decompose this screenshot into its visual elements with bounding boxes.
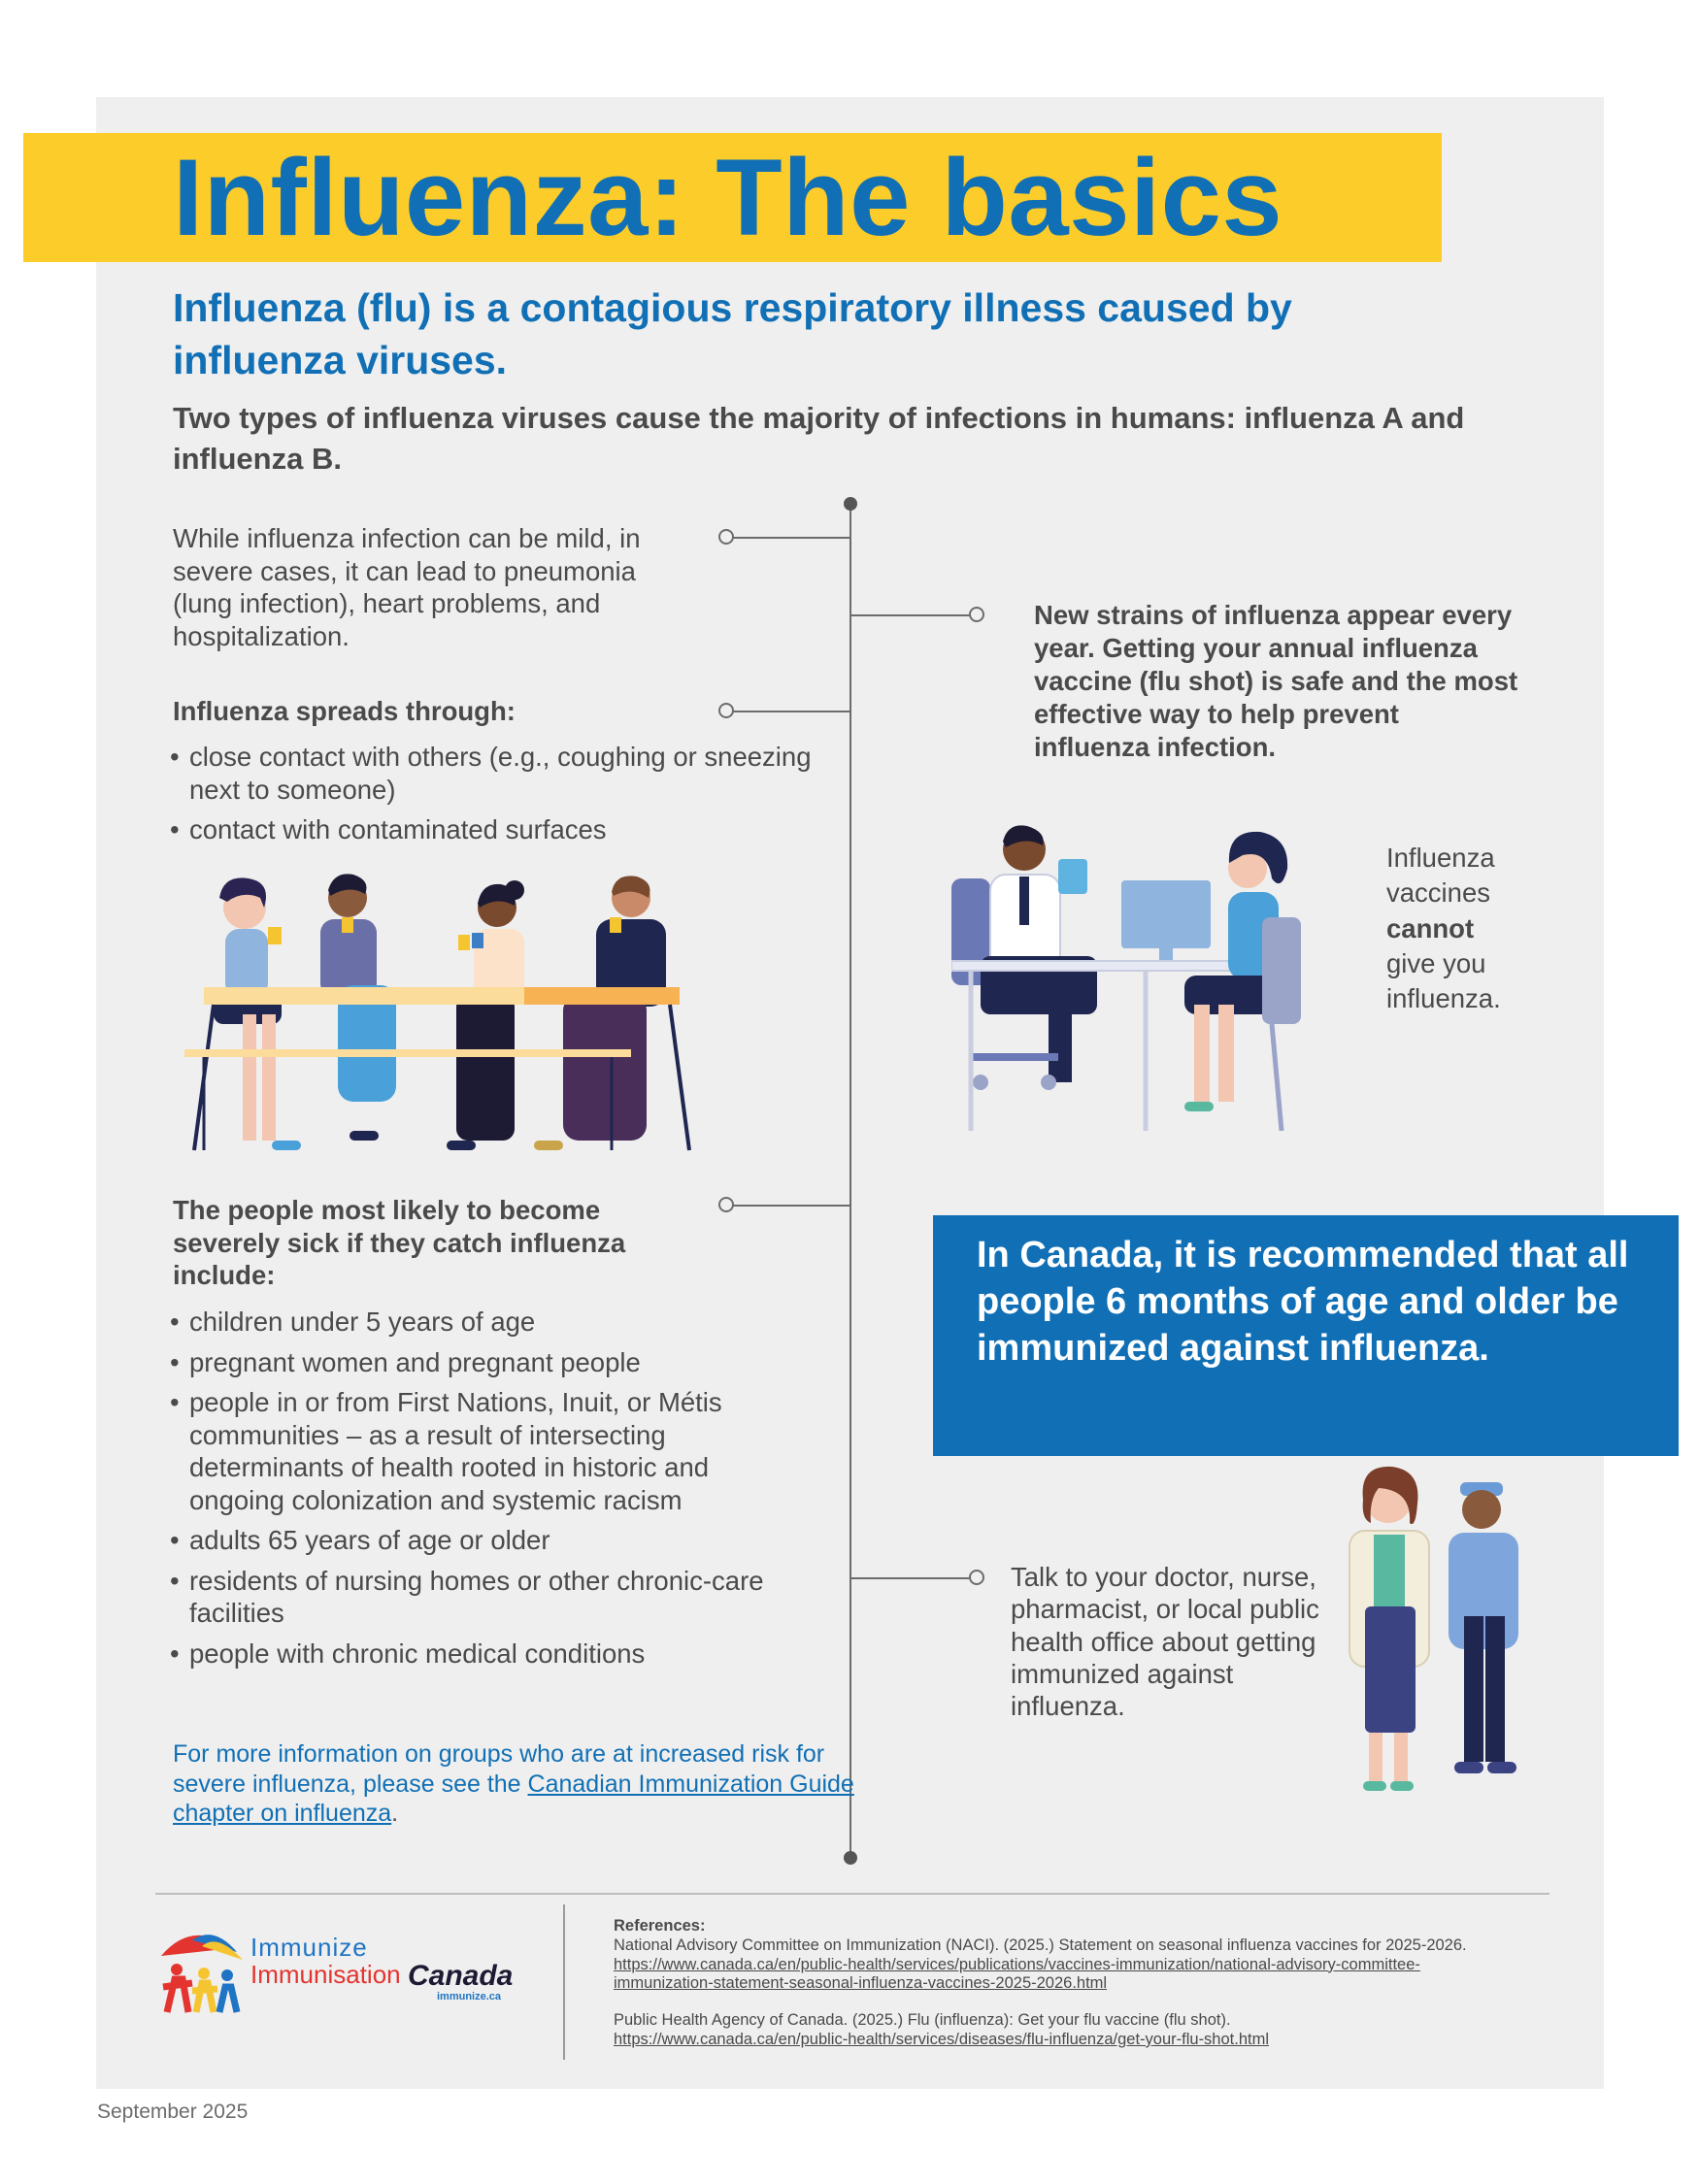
more-info-text <box>173 1739 872 1829</box>
timeline-line <box>850 504 851 1858</box>
vaccine-note-line: give you <box>1386 947 1486 978</box>
more-info-intro: For more information on groups who are at increased risk for severe influenza, please see the <box>173 1740 825 1798</box>
spread-heading: Influenza spreads through: <box>173 696 516 726</box>
connector-talk <box>850 1577 971 1579</box>
list-item: • close contact with others (e.g., coughing or sneezing next to someone) <box>170 741 820 806</box>
recommendation-text: In Canada, it is recommended that all people 6 months of age and older be immunized against influenza. <box>977 1235 1629 1369</box>
reference-2-text: Public Health Agency of Canada. (2025.) Flu (influenza): Get your flu vaccine (flu shot). <box>614 2011 1231 2030</box>
talk-to-provider-text: Talk to your doctor, nurse, pharmacist, or local public health office about getting immunized against influenza. <box>1011 1562 1319 1722</box>
connector-spread <box>732 711 850 712</box>
connector-dot-risk <box>718 1197 734 1212</box>
connector-dot-spread <box>718 703 734 718</box>
publication-date: September 2025 <box>97 2101 249 2123</box>
connector-dot-strains <box>969 607 984 622</box>
new-strains-text: New strains of influenza appear every year. Getting your annual influenza vaccine (flu shot) is safe and the most effective way to help prevent influenza infection. <box>1034 600 1518 763</box>
logo-immunize: Immunize <box>250 1933 368 1962</box>
list-item: • people in or from First Nations, Inuit, or Métis communities – as a result of intersecting determinants of health rooted in historic and ongoing colonization and systemic racism <box>170 1386 791 1516</box>
list-item: • children under 5 years of age <box>170 1306 791 1339</box>
timeline-top-dot <box>844 497 857 511</box>
logo-canada: Canada <box>408 1960 514 1992</box>
virus-types-text: Two types of influenza viruses cause the majority of infections in humans: influenza A and influenza B. <box>173 401 1465 476</box>
list-item: • residents of nursing homes or other chronic-care facilities <box>170 1565 791 1630</box>
connector-dot-severity <box>718 529 734 545</box>
connector-dot-talk <box>969 1570 984 1585</box>
footer-separator <box>563 1904 565 2060</box>
list-item: • pregnant women and pregnant people <box>170 1346 791 1379</box>
references <box>614 1917 1584 2050</box>
immunize-canada-logo <box>153 1919 522 2016</box>
vaccine-note-emphasis: cannot <box>1386 912 1475 943</box>
list-item: • contact with contaminated surfaces <box>170 813 820 846</box>
at-risk-list <box>170 1306 791 1677</box>
at-risk-heading: The people most likely to become severely sick if they catch influenza include: <box>173 1195 626 1291</box>
vaccine-note-line: influenza. <box>1386 983 1501 1014</box>
umbrella-people-icon <box>153 1919 250 2016</box>
connector-severity <box>732 537 850 539</box>
reference-1-link[interactable]: https://www.canada.ca/en/public-health/services/publications/vaccines-immunization/national-advisory-committee- <box>614 1955 1420 1973</box>
list-item: • adults 65 years of age or older <box>170 1524 791 1557</box>
timeline-bottom-dot <box>844 1851 857 1865</box>
footer-divider <box>155 1893 1549 1895</box>
vaccine-note <box>1386 841 1501 1016</box>
references-heading: References: <box>614 1917 706 1935</box>
page-subtitle: Influenza (flu) is a contagious respiratory illness caused by influenza viruses. <box>173 285 1292 383</box>
doctor-patient-illustration <box>951 820 1320 1131</box>
reference-1-text: National Advisory Committee on Immunization (NACI). (2025.) Statement on seasonal influenza vaccines for 2025-2026. <box>614 1936 1467 1954</box>
logo-immunisation: Immunisation <box>250 1960 401 1989</box>
connector-strains <box>850 614 971 616</box>
connector-risk <box>732 1205 850 1207</box>
reference-2-link[interactable]: https://www.canada.ca/en/public-health/services/diseases/flu-influenza/get-your-flu-shot.html <box>614 2030 1270 2048</box>
page-title: Influenza: The basics <box>173 137 1283 258</box>
severity-text: While influenza infection can be mild, in severe cases, it can lead to pneumonia (lung infection), heart problems, and hospitalization. <box>173 523 641 651</box>
logo-site: immunize.ca <box>437 1991 502 2002</box>
more-info-end: . <box>391 1800 399 1827</box>
spread-list <box>170 741 820 854</box>
vaccine-note-line: Influenza <box>1386 843 1495 873</box>
people-at-table-illustration <box>184 869 709 1160</box>
health-workers-illustration <box>1340 1461 1544 1810</box>
vaccine-note-line: vaccines <box>1386 877 1490 909</box>
immunization-guide-link[interactable]: Canadian Immunization Guide chapter on influenza <box>173 1770 854 1827</box>
reference-1-link-cont[interactable]: immunization-statement-seasonal-influenza-vaccines-2025-2026.html <box>614 1974 1108 1993</box>
list-item: • people with chronic medical conditions <box>170 1638 791 1671</box>
